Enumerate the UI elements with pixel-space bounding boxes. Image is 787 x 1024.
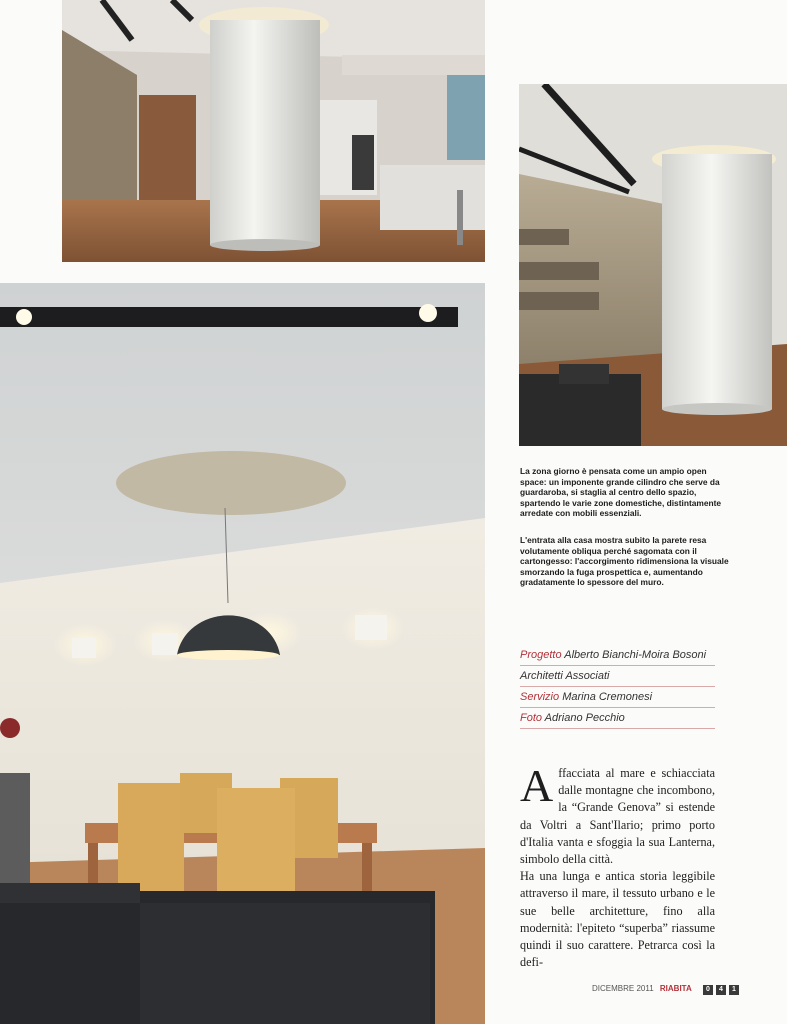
page-number-digit: 1 bbox=[729, 985, 739, 995]
credit-progetto bbox=[520, 645, 715, 666]
article-body bbox=[520, 760, 715, 971]
drop-cap: A bbox=[520, 760, 554, 811]
credit-servizio bbox=[520, 687, 715, 708]
caption-living-zone: La zona giorno è pensata come un ampio open space: un imponente grande cilindro che serve da guardaroba, si staglia al centro dello spazio, spartendo le varie zone domestiche, distintamente arredate con mobili essenziali. bbox=[520, 466, 722, 519]
credit-label: Progetto bbox=[520, 649, 562, 661]
column-corridor-photo bbox=[519, 84, 787, 446]
article-paragraph: Ha una lunga e antica storia leggibile attraverso il mare, il tessuto urbano e le sue belle architetture, fino alla modernità: l'epiteto “superba” riassume quindi il suo carattere. Petrarca così la defi- bbox=[520, 869, 715, 970]
living-kitchen-photo bbox=[62, 0, 485, 262]
dining-area-photo bbox=[0, 283, 485, 1024]
page-footer bbox=[592, 984, 739, 995]
credit-value: Alberto Bianchi-Moira Bosoni bbox=[564, 649, 707, 661]
credit-foto bbox=[520, 708, 715, 729]
credit-value: Marina Cremonesi bbox=[562, 691, 653, 703]
magazine-brand: RIABITA bbox=[659, 984, 692, 993]
credit-value: Architetti Associati bbox=[520, 670, 610, 682]
page-number-digit: 4 bbox=[716, 985, 726, 995]
article-paragraph: ffacciata al mare e schiacciata dalle montagne che incombono, la “Grande Genova” si estende da Voltri a Sant'Ilario; primo porto d'Italia vanta e sfoggia la sua Lanterna, simbolo della città. bbox=[520, 766, 715, 867]
page-number-digit: 0 bbox=[703, 985, 713, 995]
credit-label: Servizio bbox=[520, 691, 560, 703]
credits-block bbox=[520, 645, 715, 729]
caption-entrance: L'entrata alla casa mostra subito la parete resa volutamente obliqua perché sagomata con il cartongesso: l'accorgimento ridimensiona la visuale smorzando la fuga prospettica e, aumentando gradatamente lo spessore del muro. bbox=[520, 535, 729, 588]
credit-value: Adriano Pecchio bbox=[544, 712, 625, 724]
credit-label: Foto bbox=[520, 712, 543, 724]
credit-studio bbox=[520, 666, 715, 687]
issue-date: DICEMBRE 2011 bbox=[592, 984, 654, 993]
